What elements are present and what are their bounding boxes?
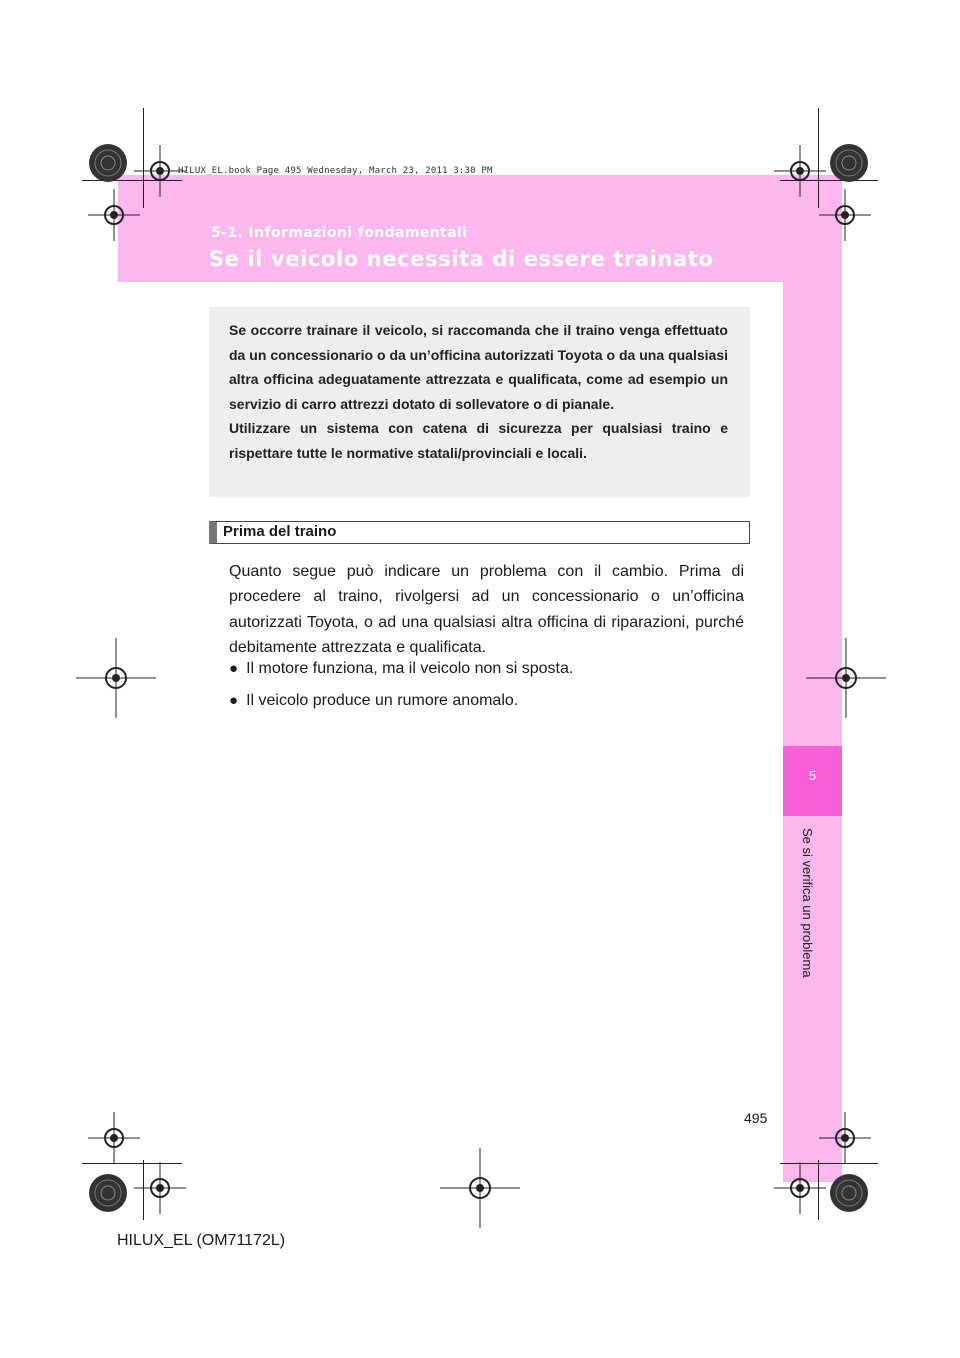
registration-mark-icon (76, 638, 156, 718)
body-paragraph: Quanto segue può indicare un problema con il cambio. Prima di procedere al traino, rivolgersi ad un concessionario o un’officina autorizzati Toyota, o ad una qualsiasi altra officina di riparazioni, purché debitamente attrezzata e qualificata. (229, 563, 744, 657)
intro-paragraph: Utilizzare un sistema con catena di sicurezza per qualsiasi traino e rispettare tutte le normative statali/provinciali e locali. (229, 420, 728, 461)
registration-mark-icon (806, 638, 886, 718)
list-item (229, 692, 518, 710)
page-title: Se il veicolo necessita di essere trainato (209, 247, 714, 271)
registration-mark-icon (134, 145, 186, 197)
registration-mark-icon (774, 145, 826, 197)
registration-mark-icon (88, 189, 140, 241)
registration-mark-icon (88, 1112, 140, 1164)
registration-mark-icon (440, 1148, 520, 1228)
subheading: Prima del traino (223, 523, 337, 540)
starburst-mark-icon (88, 1173, 128, 1213)
intro-paragraph: Se occorre trainare il veicolo, si raccomanda che il traino venga effettuato da un concessionario o da un’officina autorizzati Toyota o da una qualsiasi altra officina adeguatamente attrezzata e qualificata, come ad esempio un servizio di carro attrezzi dotato di sollevatore o di pianale. (229, 322, 728, 412)
starburst-mark-icon (829, 1173, 869, 1213)
list-item (229, 660, 573, 678)
print-stamp: HILUX_EL.book Page 495 Wednesday, March 23, 2011 3:30 PM (178, 166, 493, 176)
intro-box (209, 307, 750, 497)
chapter-title: Se si verifica un problema (800, 828, 815, 978)
list-item-text: Il motore funziona, ma il veicolo non si sposta. (246, 660, 574, 677)
page-number: 495 (744, 1110, 768, 1126)
registration-mark-icon (819, 1112, 871, 1164)
list-item-text: Il veicolo produce un rumore anomalo. (246, 692, 519, 709)
registration-mark-icon (774, 1162, 826, 1214)
bullet-icon: ● (229, 660, 239, 677)
starburst-mark-icon (829, 143, 869, 183)
side-tab-strip (783, 282, 842, 1182)
registration-mark-icon (134, 1162, 186, 1214)
chapter-number: 5 (808, 768, 817, 783)
bullet-icon: ● (229, 692, 239, 709)
model-code: HILUX_EL (OM71172L) (117, 1232, 286, 1249)
section-label: 5-1. Informazioni fondamentali (211, 225, 468, 241)
starburst-mark-icon (88, 143, 128, 183)
registration-mark-icon (819, 189, 871, 241)
